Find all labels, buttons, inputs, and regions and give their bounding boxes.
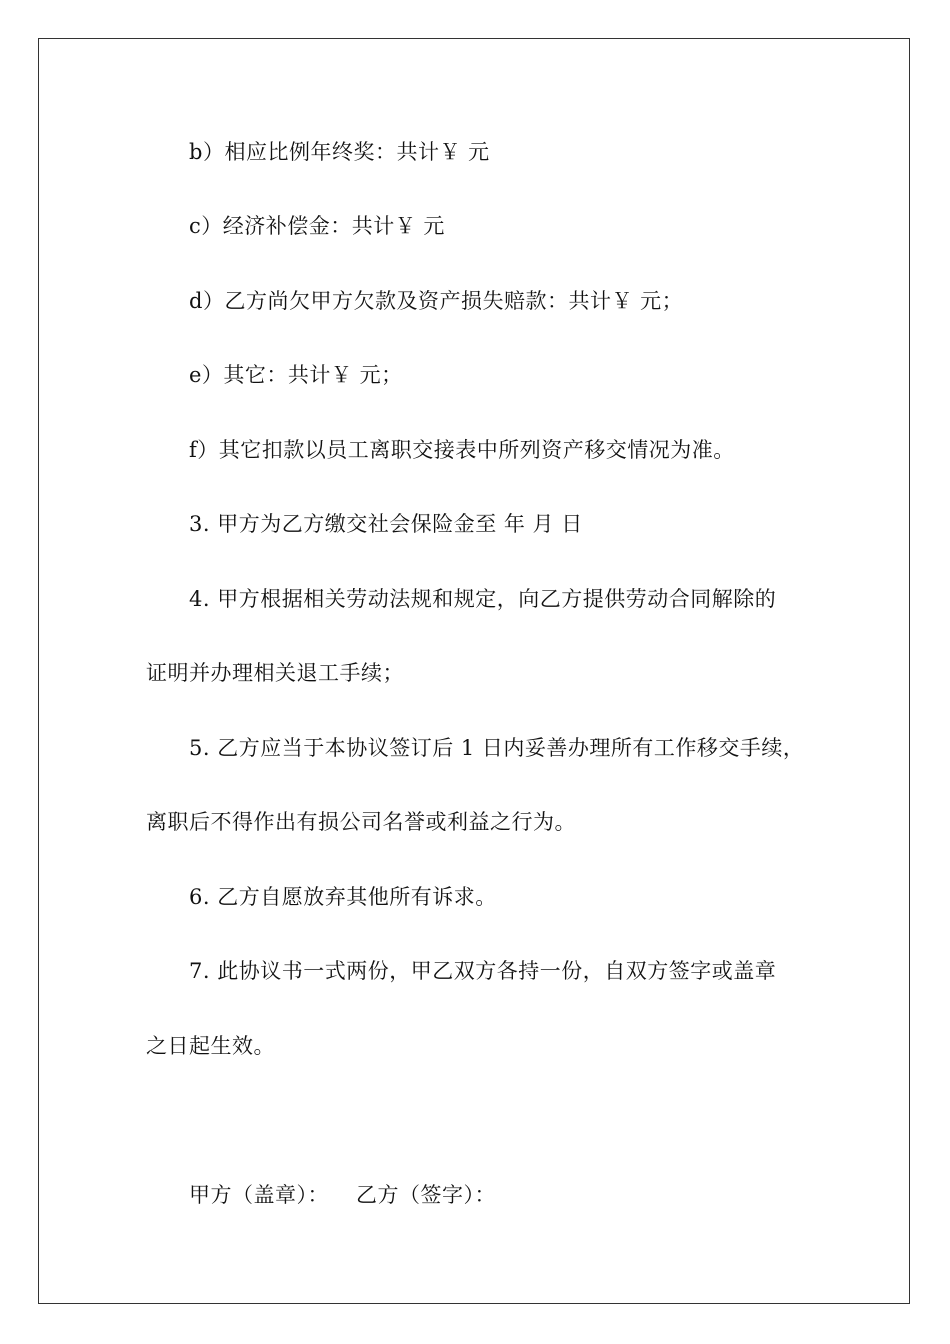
- party-a-seal-label: 甲方（盖章）：: [189, 1183, 329, 1207]
- item-c-compensation: c）经济补偿金：共计￥ 元: [189, 214, 445, 238]
- clause-5-line-2: 离职后不得作出有损公司名誉或利益之行为。: [146, 810, 576, 834]
- item-b-year-end-bonus: b）相应比例年终奖：共计￥ 元: [189, 140, 490, 164]
- clause-7-line-2: 之日起生效。: [146, 1034, 275, 1058]
- clause-6-waiver: 6. 乙方自愿放弃其他所有诉求。: [189, 885, 497, 909]
- clause-4-line-2: 证明并办理相关退工手续；: [146, 661, 404, 685]
- clause-5-line-1: 5. 乙方应当于本协议签订后 1 日内妥善办理所有工作移交手续，: [189, 736, 805, 760]
- party-b-signature-label: 乙方（签字）：: [356, 1183, 496, 1207]
- clause-4-line-1: 4. 甲方根据相关劳动法规和规定，向乙方提供劳动合同解除的: [189, 587, 777, 611]
- item-e-other: e）其它：共计￥ 元；: [189, 363, 403, 387]
- item-f-other-deductions: f）其它扣款以员工离职交接表中所列资产移交情况为准。: [189, 438, 735, 462]
- item-d-debt-deduction: d）乙方尚欠甲方欠款及资产损失赔款：共计￥ 元；: [189, 289, 684, 313]
- clause-3-social-insurance: 3. 甲方为乙方缴交社会保险金至 年 月 日: [189, 512, 583, 536]
- clause-7-line-1: 7. 此协议书一式两份，甲乙双方各持一份，自双方签字或盖章: [189, 959, 777, 983]
